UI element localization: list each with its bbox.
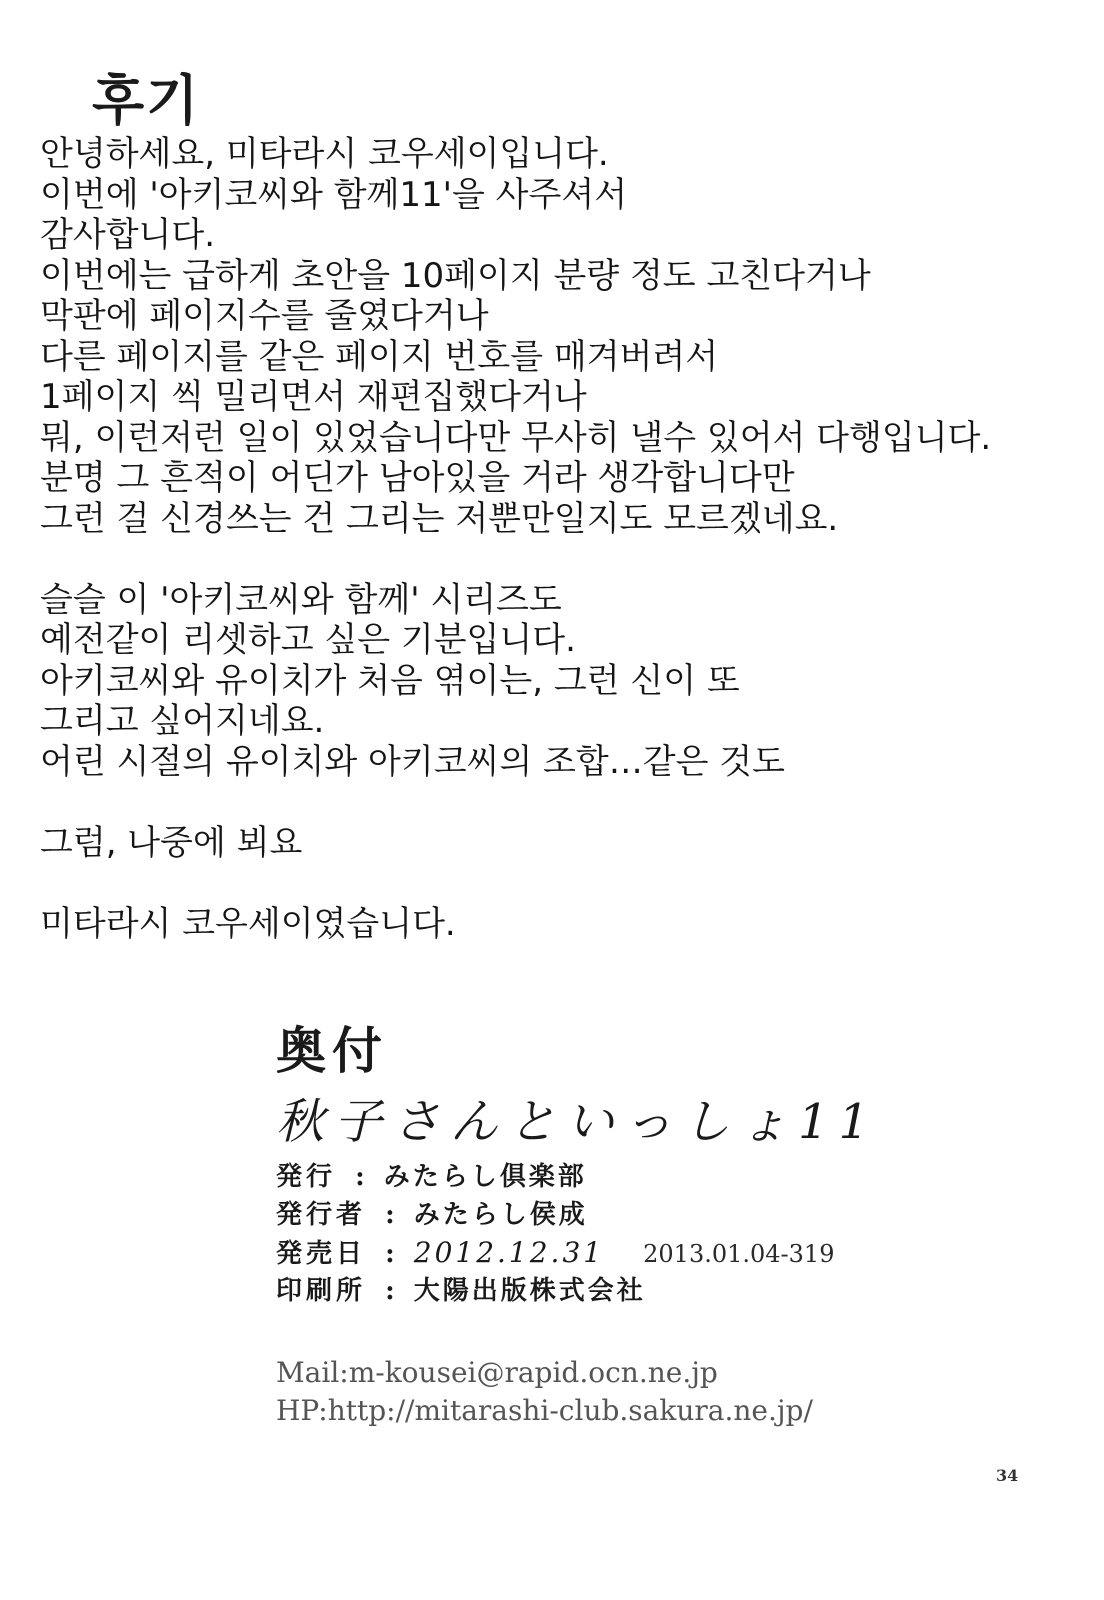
afterword-line: 다른 페이지를 같은 페이지 번호를 매겨버려서 xyxy=(40,336,719,377)
publisher-person-label: 発行者 xyxy=(276,1200,367,1230)
afterword-line: 이번에 '아키코씨와 함께11'을 사주셔서 xyxy=(40,174,628,215)
release-date-label: 発売日 xyxy=(276,1239,367,1269)
afterword-line: 막판에 페이지수를 줄였다거나 xyxy=(40,296,489,336)
paragraph-gap xyxy=(40,539,1090,580)
afterword-line: 그런 걸 신경쓰는 건 그리는 저뿐만일지도 모르겠네요. xyxy=(40,498,839,539)
release-date-row xyxy=(276,1234,996,1272)
publisher-row xyxy=(276,1158,996,1196)
homepage-url: HP:http://mitarashi-club.sakura.ne.jp/ xyxy=(276,1394,813,1427)
afterword-line: 감사합니다. xyxy=(40,215,216,255)
afterword-body xyxy=(40,134,1090,944)
afterword-line: 그럼, 나중에 뵈요 xyxy=(40,822,303,863)
separator: : xyxy=(385,1200,395,1230)
publisher-value: みたらし倶楽部 xyxy=(383,1162,587,1192)
afterword-line: 분명 그 흔적이 어딘가 남아있을 거라 생각합니다만 xyxy=(40,458,795,498)
paragraph-gap xyxy=(40,863,1090,904)
afterword-line: 예전같이 리셋하고 싶은 기분입니다. xyxy=(40,620,576,660)
paragraph-gap xyxy=(40,782,1090,823)
afterword-line: 이번에는 급하게 초안을 10페이지 분량 정도 고친다거나 xyxy=(40,255,871,296)
colophon-heading: 奥付 xyxy=(276,1021,388,1080)
printer-label: 印刷所 xyxy=(276,1276,367,1306)
colophon xyxy=(276,1016,996,1430)
publisher-person-row xyxy=(276,1196,996,1234)
book-title: 秋子さんといっしょ11 xyxy=(276,1094,880,1150)
separator: : xyxy=(385,1239,395,1269)
printer-row xyxy=(276,1272,996,1310)
mail-address: Mail:m-kousei@rapid.ocn.ne.jp xyxy=(276,1356,718,1389)
afterword-line: 슬슬 이 '아키코씨와 함께' 시리즈도 xyxy=(40,579,562,620)
separator: : xyxy=(355,1162,365,1192)
afterword-signoff: 미타라시 코우세이였습니다. xyxy=(40,903,456,944)
afterword-line: 그리고 싶어지네요. xyxy=(40,701,325,741)
date-stamp: 2013.01.04-319 xyxy=(643,1240,835,1268)
afterword-line: 아키코씨와 유이치가 처음 엮이는, 그런 신이 또 xyxy=(40,660,740,701)
afterword-line: 1페이지 씩 밀리면서 재편집했다거나 xyxy=(40,377,587,417)
page-number: 34 xyxy=(996,1466,1019,1485)
separator: : xyxy=(385,1276,395,1306)
publisher-label: 発行 xyxy=(276,1162,337,1192)
afterword-line: 안녕하세요, 미타라시 코우세이입니다. xyxy=(40,134,609,174)
afterword-title: 후기 xyxy=(92,69,201,132)
contact-info xyxy=(276,1354,996,1430)
afterword-line: 뭐, 이런저런 일이 있었습니다만 무사히 낼수 있어서 다행입니다. xyxy=(40,417,992,458)
afterword-line: 어린 시절의 유이치와 아키코씨의 조합…같은 것도 xyxy=(40,741,785,782)
publisher-person-value: みたらし侯成 xyxy=(413,1200,588,1230)
release-date-value: 2012.12.31 xyxy=(413,1236,605,1269)
printer-value: 大陽出版株式会社 xyxy=(413,1276,646,1306)
